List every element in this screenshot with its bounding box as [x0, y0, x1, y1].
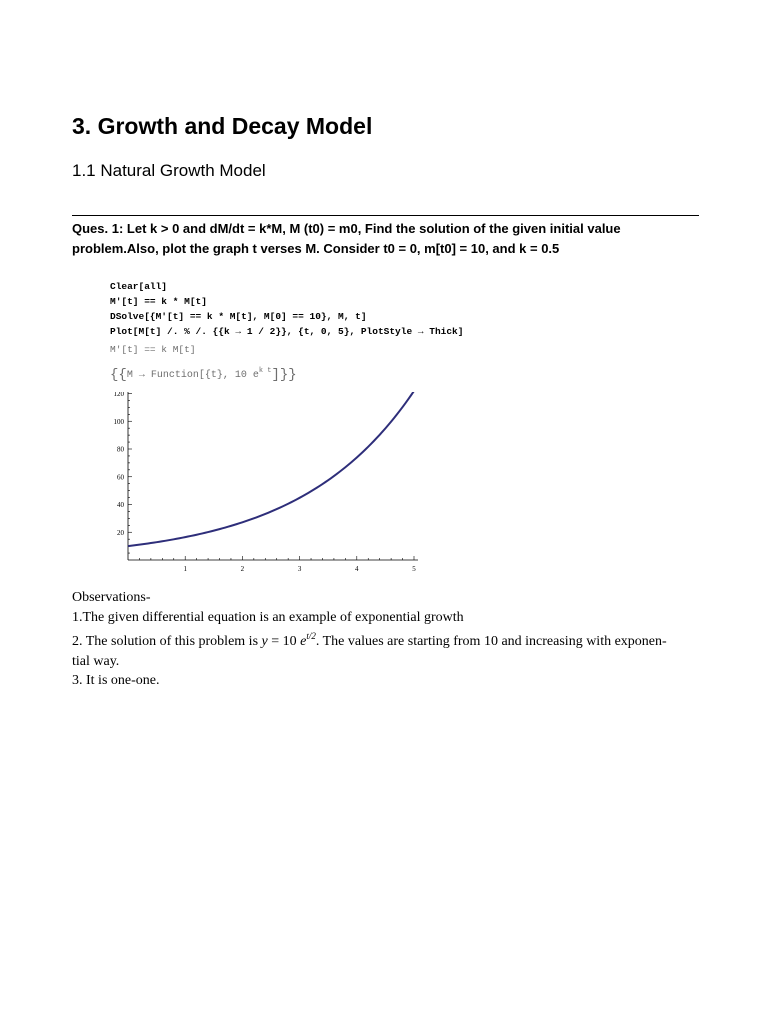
section-title: 1.1 Natural Growth Model — [72, 161, 266, 180]
x-tick-label: 2 — [240, 565, 245, 573]
formula-y: y — [261, 634, 268, 649]
x-tick-label: 1 — [183, 565, 187, 573]
y-tick-label: 100 — [113, 417, 124, 426]
formula-e: e — [300, 634, 307, 649]
question-line-2: problem.Also, plot the graph t verses M. Consider t0 = 0, m[t0] = 10, and k = 0.5 — [72, 241, 560, 256]
observation-2 — [72, 627, 700, 652]
x-tick-label: 5 — [412, 565, 416, 573]
code-line: DSolve[{M'[t] == k * M[t], M[0] == 10}, M, t] — [110, 311, 367, 322]
solution-formula — [261, 631, 316, 649]
observations-heading: Observations- — [72, 590, 151, 605]
observation-3: 3. It is one-one. — [72, 673, 160, 688]
formula-equals: = 10 — [267, 634, 301, 649]
series-line — [128, 392, 414, 546]
output-brace-close: ]}} — [271, 367, 297, 383]
y-tick-label: 20 — [117, 528, 124, 537]
observation-1: 1.The given differential equation is an example of exponential growth — [72, 609, 464, 625]
output-equation: M′[t] == k M[t] — [110, 344, 196, 355]
y-tick-label: 40 — [117, 501, 124, 509]
x-tick-label: 3 — [297, 565, 302, 573]
x-tick-label: 4 — [355, 565, 359, 573]
page-title: 3. Growth and Decay Model — [72, 113, 373, 139]
output-brace-open: {{ — [110, 367, 127, 383]
output-solution: M → Function[{t}, 10 e — [126, 370, 259, 381]
observation-2-text: 2. The solution of this problem is — [72, 634, 262, 649]
observation-2-rest: . The values are starting from 10 and increasing with exponen- — [315, 634, 667, 649]
code-line: Clear[all] — [110, 281, 168, 292]
question-text — [72, 219, 699, 259]
question-line-1: Ques. 1: Let k > 0 and dM/dt = k*M, M (t0) = m0, Find the solution of the given initial value — [72, 221, 621, 236]
code-line: Plot[M[t] /. % /. {{k → 1 / 2}}, {t, 0, 5}, PlotStyle → Thick] — [110, 326, 464, 337]
divider — [72, 215, 699, 216]
plot-chart — [100, 392, 430, 582]
formula-exponent: t/2 — [306, 631, 316, 641]
y-tick-label: 80 — [117, 445, 124, 454]
code-line: M'[t] == k * M[t] — [110, 296, 207, 307]
observations — [72, 588, 700, 691]
output-dsolve — [110, 367, 297, 383]
y-tick-label: 60 — [117, 473, 124, 482]
input-cell[interactable] — [110, 279, 463, 339]
observation-2-cont: tial way. — [72, 653, 120, 669]
output-exponent: k t — [258, 367, 272, 375]
y-tick-label: 120 — [113, 392, 124, 398]
